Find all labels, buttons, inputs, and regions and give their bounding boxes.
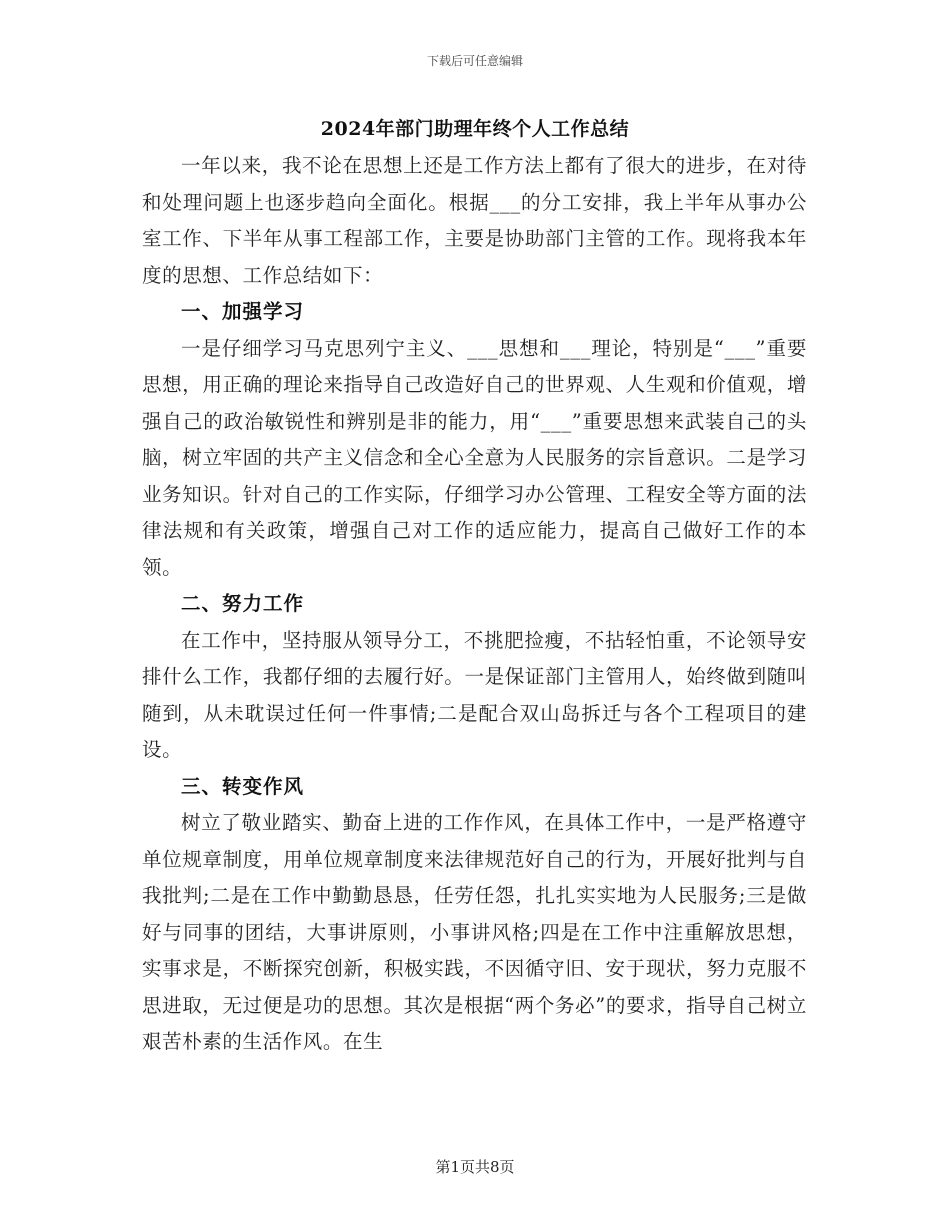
- section-paragraph-1: 一是仔细学习马克思列宁主义、___思想和___理论，特别是“___”重要思想，用正确的理论来指导自己改造好自己的世界观、人生观和价值观，增强自己的政治敏锐性和辨别是非的能力，用“___”重要思想来武装自己的头脑，树立牢固的共产主义信念和全心全意为人民服务的宗旨意识。二是学习业务知识。针对自己的工作实际，仔细学习办公管理、工程安全等方面的法律法规和有关政策，增强自己对工作的适应能力，提高自己做好工作的本领。: [142, 336, 807, 579]
- section-heading-3: 三、转变作风: [181, 774, 305, 798]
- document-body: [142, 148, 807, 1061]
- document-title: 2024年部门助理年终个人工作总结: [320, 118, 630, 140]
- section-paragraph-2: 在工作中，坚持服从领导分工，不挑肥捡瘦，不拈轻怕重，不论领导安排什么工作，我都仔细的去履行好。一是保证部门主管用人，始终做到随叫随到，从未耽误过任何一件事情;二是配合双山岛拆迁与各个工程项目的建设。: [142, 628, 807, 761]
- section-heading-1: 一、加强学习: [181, 300, 305, 323]
- header-note: 下载后可任意编辑: [426, 54, 523, 68]
- section-heading-2: 二、努力工作: [181, 592, 305, 615]
- section-paragraph-3: 树立了敬业踏实、勤奋上进的工作作风，在具体工作中，一是严格遵守单位规章制度，用单位规章制度来法律规范好自己的行为，开展好批判与自我批判;二是在工作中勤勤恳恳，任劳任怨，扎扎实实地为人民服务;三是做好与同事的团结，大事讲原则，小事讲风格;四是在工作中注重解放思想，实事求是，不断探究创新，积极实践，不因循守旧、安于现状，努力克服不思进取，无过便是功的思想。其次是根据“两个务必”的要求，指导自己树立艰苦朴素的生活作风。在生: [142, 811, 807, 1053]
- page-number: 第1页共8页: [435, 1158, 515, 1176]
- intro-paragraph: 一年以来，我不论在思想上还是工作方法上都有了很大的进步，在对待和处理问题上也逐步趋向全面化。根据___的分工安排，我上半年从事办公室工作、下半年从事工程部工作，主要是协助部门主管的工作。现将我本年度的思想、工作总结如下：: [142, 154, 807, 287]
